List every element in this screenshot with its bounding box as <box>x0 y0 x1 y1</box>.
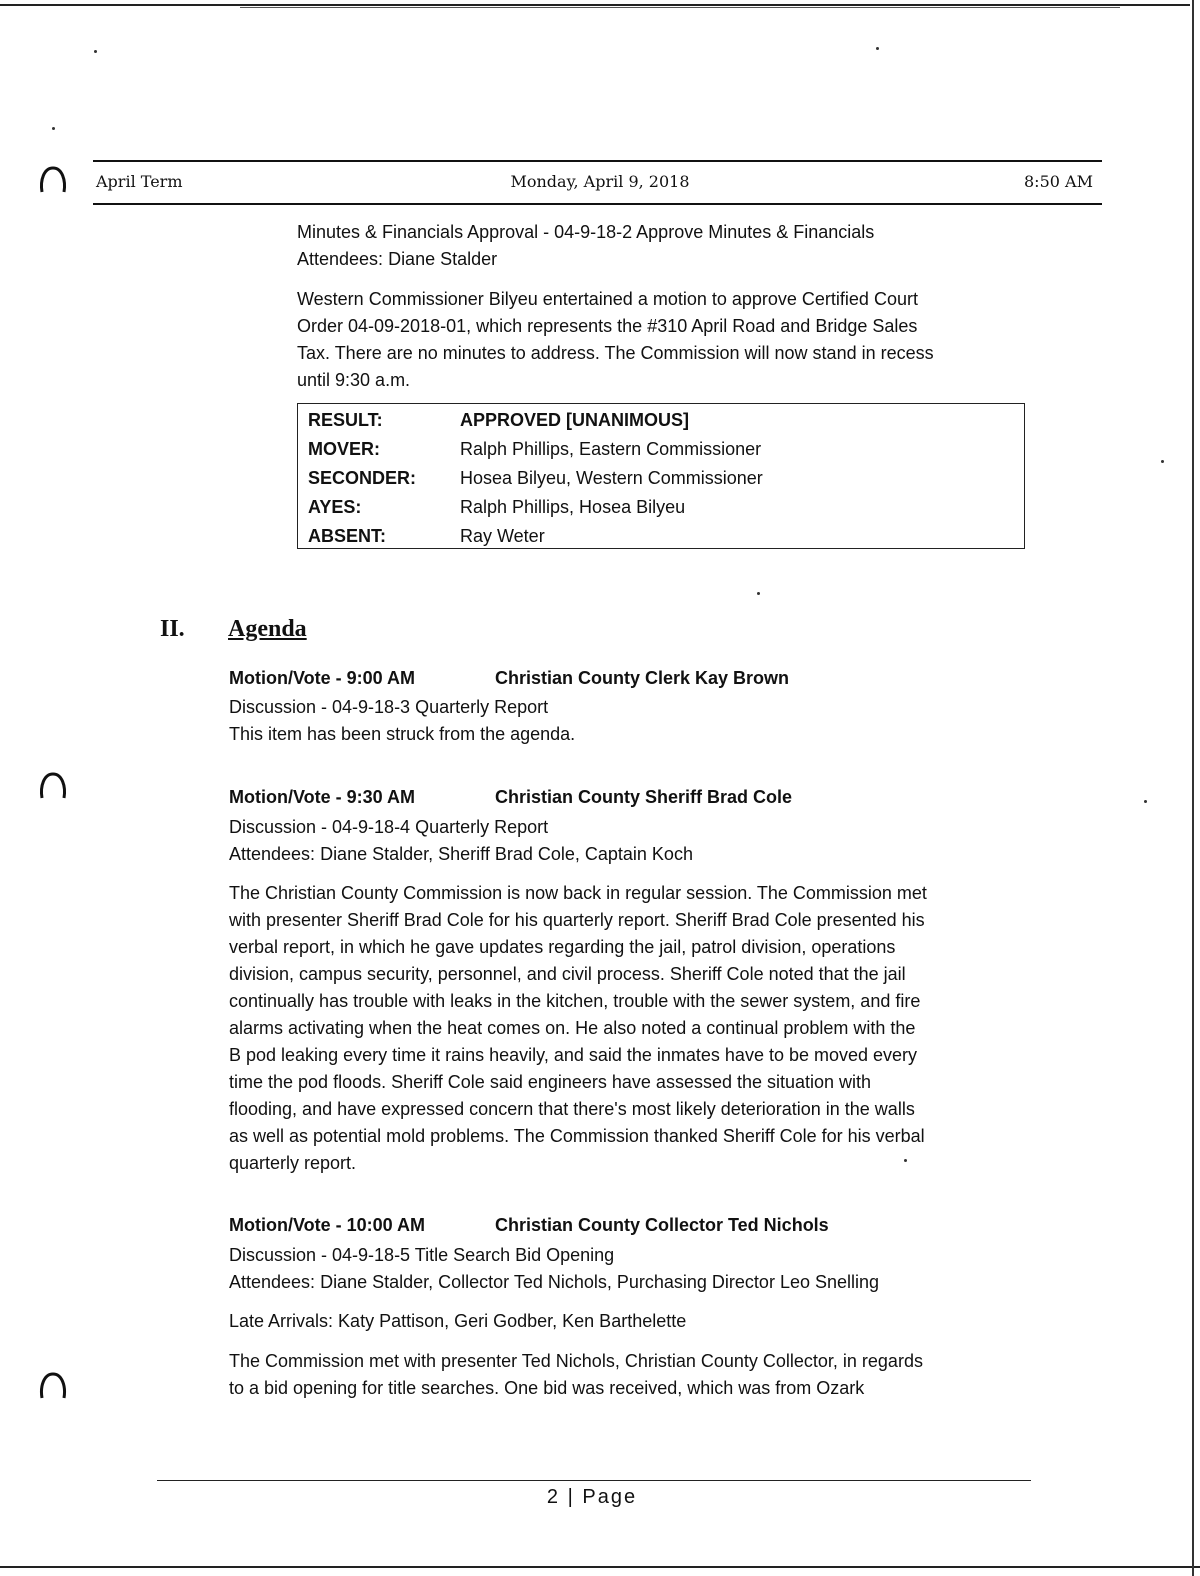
motion-presenter: Christian County Clerk Kay Brown <box>495 668 790 688</box>
paragraph-line: Order 04-09-2018-01, which represents the #310 April Road and Bridge Sales <box>297 316 918 336</box>
scan-speck <box>1144 800 1147 803</box>
item-paragraph <box>229 1348 1029 1402</box>
header-term: April Term <box>96 172 183 191</box>
header-rule-bottom <box>93 203 1102 205</box>
paragraph-line: with presenter Sheriff Brad Cole for his quarterly report. Sheriff Brad Cole presented his <box>229 910 925 930</box>
vote-result-table <box>297 403 1025 549</box>
paragraph-line: to a bid opening for title searches. One bid was received, which was from Ozark <box>229 1378 865 1398</box>
paragraph-line: The Commission met with presenter Ted Nichols, Christian County Collector, in regards <box>229 1351 923 1371</box>
item-attendees: Attendees: Diane Stalder, Collector Ted Nichols, Purchasing Director Leo Snelling <box>229 1272 880 1292</box>
scan-speck <box>52 127 55 130</box>
punch-hole-icon <box>38 1370 68 1404</box>
paragraph-line: quarterly report. <box>229 1153 357 1173</box>
paragraph-line: until 9:30 a.m. <box>297 370 411 390</box>
vote-value: Ralph Phillips, Hosea Bilyeu <box>460 497 686 517</box>
vote-label: SECONDER: <box>308 468 417 488</box>
item-late-arrivals: Late Arrivals: Katy Pattison, Geri Godber, Ken Barthelette <box>229 1311 687 1331</box>
paragraph-line: division, campus security, personnel, and civil process. Sheriff Cole noted that the jail <box>229 964 906 984</box>
scan-edge-right <box>1192 0 1194 1576</box>
scan-speck <box>757 592 760 595</box>
motion-heading <box>229 668 1029 694</box>
paragraph-line: verbal report, in which he gave updates regarding the jail, patrol division, operations <box>229 937 896 957</box>
motion-presenter: Christian County Collector Ted Nichols <box>495 1215 829 1235</box>
header-time: 8:50 AM <box>1024 172 1093 191</box>
item-discussion: Discussion - 04-9-18-5 Title Search Bid Opening <box>229 1245 615 1265</box>
item-attendees: Attendees: Diane Stalder <box>297 249 498 269</box>
scan-speck <box>876 47 879 50</box>
item-paragraph <box>229 880 1029 1177</box>
scan-speck <box>94 50 97 53</box>
item-note: This item has been struck from the agenda. <box>229 724 576 744</box>
paragraph-line: time the pod floods. Sheriff Cole said engineers have assessed the situation with <box>229 1072 872 1092</box>
vote-label: RESULT: <box>308 410 383 430</box>
vote-value: Ray Weter <box>460 526 545 546</box>
scan-speck <box>1161 460 1164 463</box>
paragraph-line: B pod leaking every time it rains heavily, and said the inmates have to be moved every <box>229 1045 918 1065</box>
vote-value: Ralph Phillips, Eastern Commissioner <box>460 439 762 459</box>
punch-hole-icon <box>38 770 68 804</box>
header-date: Monday, April 9, 2018 <box>510 172 690 191</box>
section-title: Agenda <box>228 616 307 642</box>
motion-heading <box>229 1215 1029 1241</box>
paragraph-line: Tax. There are no minutes to address. The Commission will now stand in recess <box>297 343 934 363</box>
item-discussion: Discussion - 04-9-18-3 Quarterly Report <box>229 697 549 717</box>
paragraph-line: flooding, and have expressed concern that there's most likely deterioration in the walls <box>229 1099 915 1119</box>
paragraph-line: alarms activating when the heat comes on. He also noted a continual problem with the <box>229 1018 916 1038</box>
vote-label: AYES: <box>308 497 362 517</box>
vote-value: Hosea Bilyeu, Western Commissioner <box>460 468 763 488</box>
paragraph-line: The Christian County Commission is now back in regular session. The Commission met <box>229 883 927 903</box>
item-discussion: Discussion - 04-9-18-4 Quarterly Report <box>229 817 549 837</box>
scan-edge-bottom <box>0 1566 1200 1568</box>
scan-edge-top <box>0 4 1190 6</box>
motion-time: Motion/Vote - 9:30 AM <box>229 787 415 807</box>
item-attendees: Attendees: Diane Stalder, Sheriff Brad Cole, Captain Koch <box>229 844 693 864</box>
paragraph-line: continually has trouble with leaks in the kitchen, trouble with the sewer system, and fire <box>229 991 921 1011</box>
item-title: Minutes & Financials Approval - 04-9-18-2 Approve Minutes & Financials <box>297 222 875 242</box>
paragraph-line: as well as potential mold problems. The Commission thanked Sheriff Cole for his verbal <box>229 1126 925 1146</box>
section-number: II. <box>160 616 185 642</box>
vote-value: APPROVED [UNANIMOUS] <box>460 410 690 430</box>
motion-time: Motion/Vote - 10:00 AM <box>229 1215 426 1235</box>
page-number: 2 | Page <box>546 1486 638 1508</box>
footer-rule <box>157 1480 1031 1481</box>
item-paragraph <box>297 286 1037 394</box>
vote-label: ABSENT: <box>308 526 387 546</box>
motion-heading <box>229 787 1029 813</box>
header-rule-top <box>93 160 1102 162</box>
motion-time: Motion/Vote - 9:00 AM <box>229 668 415 688</box>
motion-presenter: Christian County Sheriff Brad Cole <box>495 787 793 807</box>
scan-edge-top-inner <box>240 7 1120 8</box>
paragraph-line: Western Commissioner Bilyeu entertained a motion to approve Certified Court <box>297 289 918 309</box>
vote-label: MOVER: <box>308 439 380 459</box>
